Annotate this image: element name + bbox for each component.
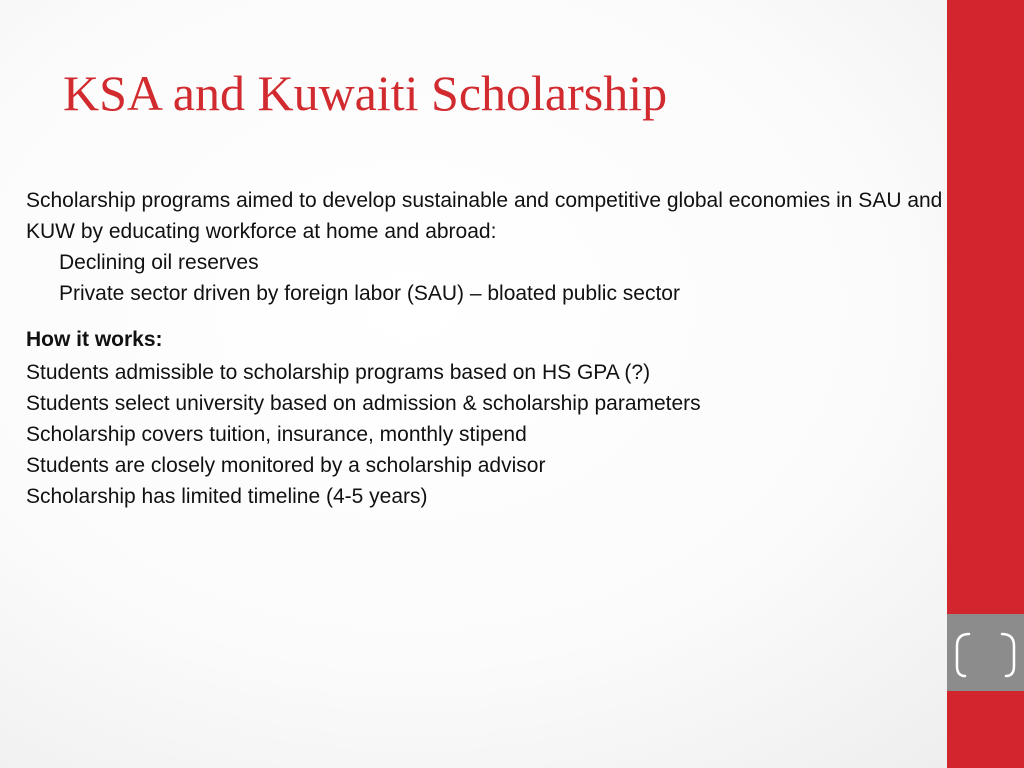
how-point: Scholarship has limited timeline (4-5 years) xyxy=(26,485,428,508)
how-point: Students select university based on admission & scholarship parameters xyxy=(26,392,701,415)
how-point: Scholarship covers tuition, insurance, monthly stipend xyxy=(26,423,527,446)
bracket-frame-icon xyxy=(947,614,1024,691)
how-it-works-heading: How it works: xyxy=(26,328,163,351)
slide-body xyxy=(26,185,951,512)
how-point: Students admissible to scholarship programs based on HS GPA (?) xyxy=(26,361,651,384)
how-point: Students are closely monitored by a scholarship advisor xyxy=(26,454,546,477)
slide-nav-box xyxy=(947,614,1024,691)
slide-title: KSA and Kuwaiti Scholarship xyxy=(63,65,668,121)
intro-point: Private sector driven by foreign labor (SAU) – bloated public sector xyxy=(59,282,680,305)
intro-point: Declining oil reserves xyxy=(59,251,259,274)
intro-text: Scholarship programs aimed to develop sustainable and competitive global economies in SAU and KUW by educating workforce at home and abroad: xyxy=(26,189,943,243)
